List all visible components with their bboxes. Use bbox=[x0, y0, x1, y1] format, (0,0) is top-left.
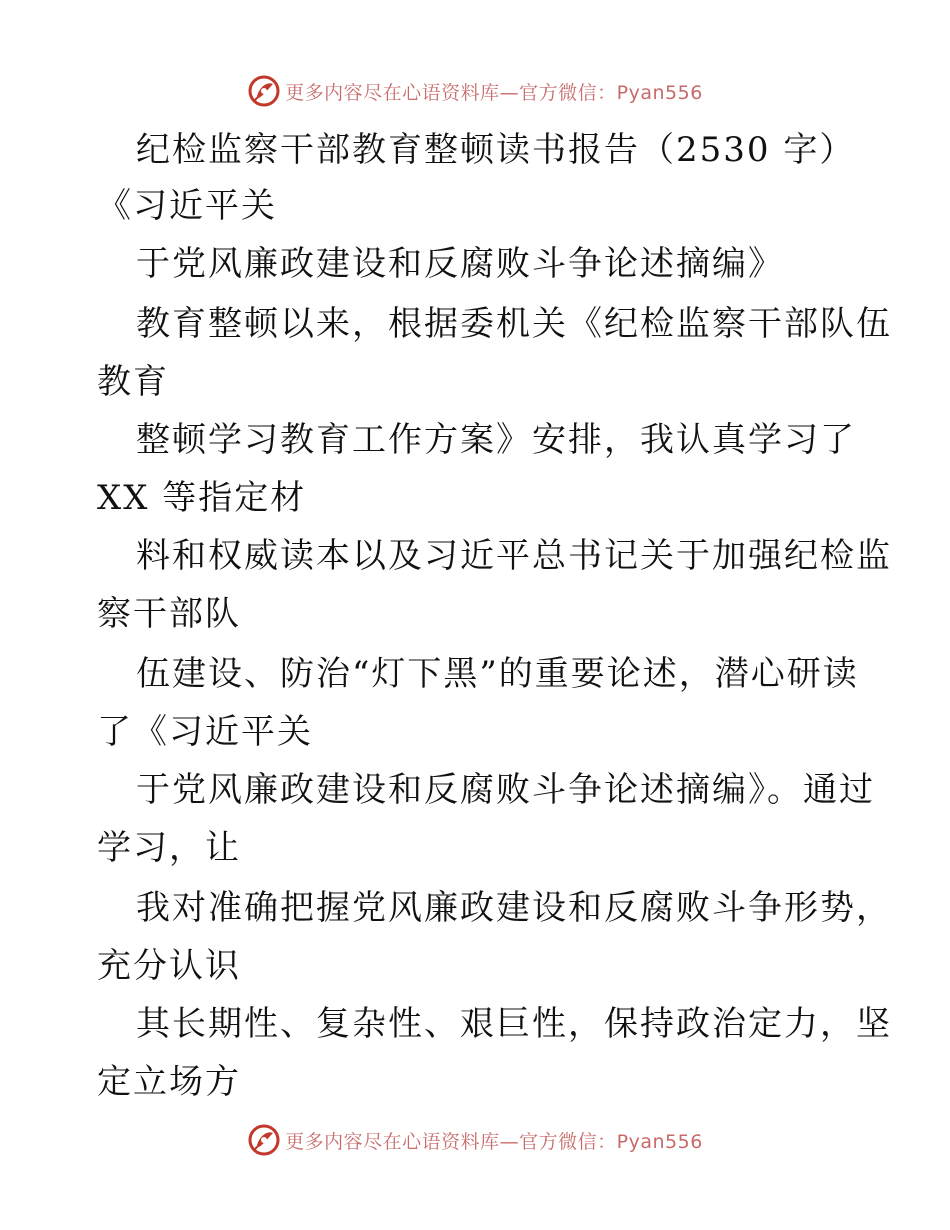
text-line: 定立场方 bbox=[97, 1062, 241, 1102]
text-line: 于党风廉政建设和反腐败斗争论述摘编》。通过 bbox=[136, 770, 875, 810]
text-line: 伍建设、防治“灯下黑”的重要论述，潜心研读 bbox=[136, 654, 859, 694]
text-line: 教育 bbox=[97, 362, 169, 402]
text-line: 整顿学习教育工作方案》安排，我认真学习了 bbox=[136, 420, 856, 460]
text-line: 了《习近平关 bbox=[97, 712, 313, 752]
text-line: 其长期性、复杂性、艰巨性，保持政治定力，坚 bbox=[136, 1004, 892, 1044]
text-line: 教育整顿以来，根据委机关《纪检监察干部队伍 bbox=[136, 304, 892, 344]
logo-icon bbox=[247, 1123, 281, 1157]
text-line: 察干部队 bbox=[97, 594, 241, 634]
text-line: XX 等指定材 bbox=[97, 478, 307, 518]
logo-icon bbox=[247, 74, 281, 108]
text-line: 料和权威读本以及习近平总书记关于加强纪检监 bbox=[136, 536, 892, 576]
header-banner bbox=[0, 71, 950, 111]
text-line: 学习，让 bbox=[97, 828, 241, 868]
footer-banner-text: 更多内容尽在心语资料库—官方微信：Pyan556 bbox=[285, 1130, 703, 1153]
text-line: 我对准确把握党风廉政建设和反腐败斗争形势， bbox=[136, 888, 892, 928]
text-line: 充分认识 bbox=[97, 946, 241, 986]
header-banner-text: 更多内容尽在心语资料库—官方微信：Pyan556 bbox=[285, 81, 703, 104]
footer-banner bbox=[0, 1120, 950, 1160]
text-line: 《习近平关 bbox=[97, 186, 277, 226]
text-line: 于党风廉政建设和反腐败斗争论述摘编》 bbox=[136, 244, 784, 284]
document-title: 纪检监察干部教育整顿读书报告（2530 字） bbox=[136, 130, 856, 170]
